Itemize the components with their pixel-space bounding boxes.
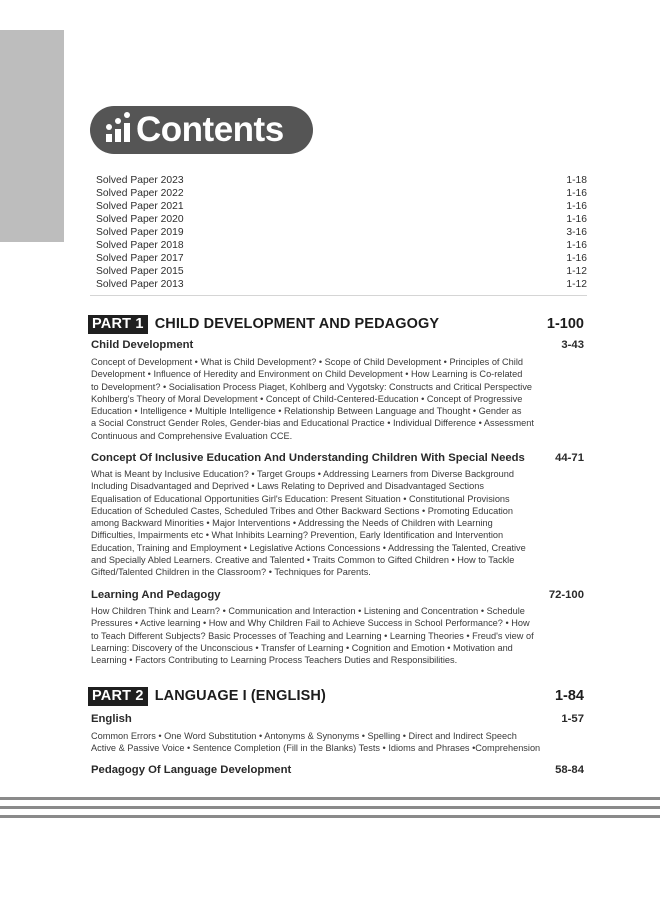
topic-line: among Backward Minorities • Major Interventions • Addressing the Needs of Children with Learning xyxy=(91,518,493,529)
part-pages: 1-100 xyxy=(546,316,584,332)
part-2-heading[interactable] xyxy=(88,686,584,706)
section-pages: 44-71 xyxy=(555,452,584,464)
paper-label: Solved Paper 2018 xyxy=(96,240,184,251)
section-heading-english[interactable] xyxy=(91,713,584,725)
paper-pages: 1-18 xyxy=(566,175,587,186)
solved-papers-list xyxy=(96,174,587,291)
topic-line: Gifted/Talented Children in the Classroom? • Techniques for Parents. xyxy=(91,567,371,578)
topic-line: Concept of Development • What is Child Development? • Scope of Child Development • Principles of Child xyxy=(91,357,523,367)
paper-label: Solved Paper 2017 xyxy=(96,253,184,264)
topic-line: Difficulties, Impairments etc • What Inhibits Learning? Prevention, Early Identification and Intervention xyxy=(91,530,504,541)
section-pages: 3-43 xyxy=(561,339,584,351)
section-title: English xyxy=(91,713,132,725)
section-title: Child Development xyxy=(91,339,194,351)
side-tab-decoration xyxy=(0,30,64,242)
part-label: PART 1 xyxy=(88,315,148,334)
list-item[interactable] xyxy=(96,187,587,200)
section-heading-child-development[interactable] xyxy=(91,339,584,351)
paper-label: Solved Paper 2013 xyxy=(96,279,184,290)
topic-line: Continuous and Comprehensive Evaluation CCE. xyxy=(91,430,293,441)
part-title: CHILD DEVELOPMENT AND PEDAGOGY xyxy=(154,316,440,332)
section-title: Learning And Pedagogy xyxy=(91,589,221,601)
section-pages: 58-84 xyxy=(555,764,584,776)
paper-label: Solved Paper 2022 xyxy=(96,188,184,199)
section-heading-language-pedagogy[interactable] xyxy=(91,764,584,776)
paper-pages: 1-16 xyxy=(566,201,587,212)
topic-line: Equalisation of Educational Opportunities Girl's Education: Present Situation • Constitutional Provisions xyxy=(91,493,510,504)
paper-label: Solved Paper 2015 xyxy=(96,266,184,277)
paper-label: Solved Paper 2019 xyxy=(96,227,184,238)
topic-line: Pressures • Active learning • How and Why Children Fail to Achieve Success in School Performance? • How xyxy=(91,618,530,629)
topic-line: Kohlberg's Theory of Moral Development • Concept of Child-Centered-Education • Concept of Progressive xyxy=(91,393,523,404)
section-pages: 72-100 xyxy=(548,589,584,601)
topic-line: Including Disadvantaged and Deprived • Laws Relating to Deprived and Disadvantaged Sections xyxy=(91,481,484,492)
list-item[interactable] xyxy=(96,174,587,187)
part-1-heading[interactable] xyxy=(88,314,584,334)
bars-icon xyxy=(104,110,134,150)
paper-pages: 1-16 xyxy=(566,253,587,264)
topic-line: What is Meant by Inclusive Education? • Target Groups • Addressing Learners from Diverse Background xyxy=(91,469,514,479)
section-heading-learning-pedagogy[interactable] xyxy=(91,589,584,601)
section-pages: 1-57 xyxy=(561,713,584,725)
section-topics xyxy=(91,356,566,442)
divider xyxy=(90,295,587,296)
topic-line: Common Errors • One Word Substitution • Antonyms & Synonyms • Spelling • Direct and Indirect Speech xyxy=(91,731,517,741)
paper-pages: 1-16 xyxy=(566,240,587,251)
topic-line: and Specially Abled Learners. Creative and Talented • Traits Common to Gifted Children • How to Tackle xyxy=(91,555,515,566)
topic-line: Learning • Factors Contributing to Learning Process Teachers Duties and Responsibilities. xyxy=(91,655,458,666)
topic-line: to Development? • Socialisation Process Piaget, Kohlberg and Vygotsky: Constructs and Critical Perspective xyxy=(91,381,533,392)
part-title: LANGUAGE I (ENGLISH) xyxy=(154,688,326,704)
topic-line: How Children Think and Learn? • Communication and Interaction • Listening and Concentration • Schedule xyxy=(91,606,525,616)
paper-pages: 1-12 xyxy=(566,279,587,290)
list-item[interactable] xyxy=(96,265,587,278)
list-item[interactable] xyxy=(96,252,587,265)
topic-line: Education of Scheduled Castes, Scheduled Tribes and Other Backward Sections • Promoting Education xyxy=(91,505,514,516)
topic-line: Development • Influence of Heredity and Environment on Child Development • How Learning is Co-related xyxy=(91,369,523,380)
contents-header xyxy=(90,106,313,154)
section-topics xyxy=(91,605,566,666)
footer-stripes xyxy=(0,797,660,824)
topic-line: Education • Intelligence • Multiple Intelligence • Relationship Between Language and Thought • Gender as xyxy=(91,406,522,417)
paper-pages: 1-16 xyxy=(566,214,587,225)
paper-label: Solved Paper 2020 xyxy=(96,214,184,225)
list-item[interactable] xyxy=(96,200,587,213)
divider xyxy=(0,797,660,800)
section-title: Concept Of Inclusive Education And Understanding Children With Special Needs xyxy=(91,452,525,464)
paper-label: Solved Paper 2021 xyxy=(96,201,184,212)
topic-line: a Social Construct Gender Roles, Gender-bias and Educational Practice • Individual Difference • Assessment xyxy=(91,418,534,429)
topic-line: to Teach Different Subjects? Basic Processes of Teaching and Learning • Learning Theories • Freud's view of xyxy=(91,630,534,641)
section-topics xyxy=(91,730,566,755)
paper-pages: 1-16 xyxy=(566,188,587,199)
list-item[interactable] xyxy=(96,226,587,239)
section-title: Pedagogy Of Language Development xyxy=(91,764,292,776)
part-pages: 1-84 xyxy=(554,688,584,704)
page-title: Contents xyxy=(136,110,284,149)
list-item[interactable] xyxy=(96,213,587,226)
section-topics xyxy=(91,468,566,579)
topic-line: Education, Training and Employment • Legislative Actions Concessions • Addressing the Talented, Creative xyxy=(91,542,526,553)
paper-label: Solved Paper 2023 xyxy=(96,175,184,186)
list-item[interactable] xyxy=(96,239,587,252)
paper-pages: 1-12 xyxy=(566,266,587,277)
topic-line: Learning: Discovery of the Unconscious • Transfer of Learning • Cognition and Emotion • Motivation and xyxy=(91,642,513,653)
divider xyxy=(0,806,660,809)
divider xyxy=(0,815,660,818)
topic-line: Active & Passive Voice • Sentence Completion (Fill in the Blanks) Tests • Idioms and Phrases •Comprehension xyxy=(91,743,541,754)
section-heading-inclusive-education[interactable] xyxy=(91,452,584,464)
paper-pages: 3-16 xyxy=(566,227,587,238)
list-item[interactable] xyxy=(96,278,587,291)
part-label: PART 2 xyxy=(88,687,148,706)
